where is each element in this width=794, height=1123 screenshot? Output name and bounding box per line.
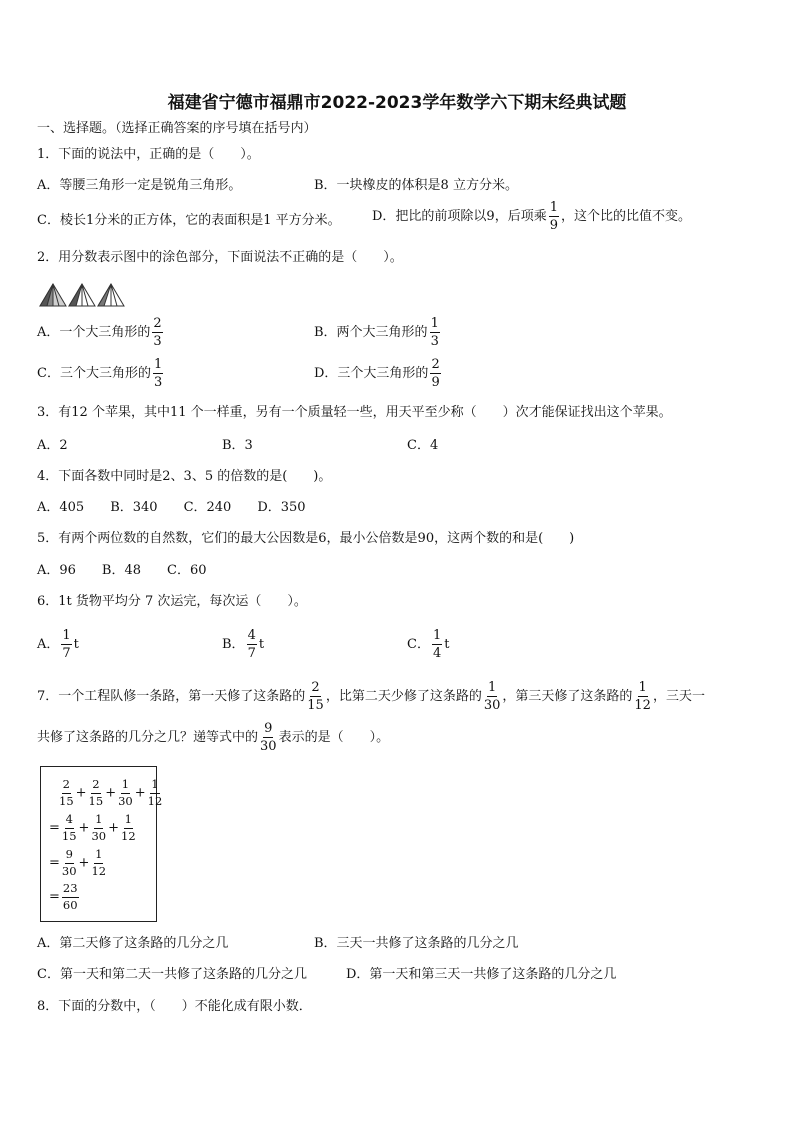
q2-option-c-text: C．三个大三角形的: [37, 366, 151, 381]
denominator: 12: [634, 698, 651, 713]
fraction: [62, 814, 77, 842]
text: ，比第二天少修了这条路的: [325, 689, 482, 704]
numerator: 1: [638, 680, 647, 695]
unit: t: [444, 637, 450, 652]
fraction: [430, 317, 440, 348]
q3-option-c: C．4: [407, 438, 439, 453]
q7-option-a: A．第二天修了这条路的几分之几: [37, 936, 229, 951]
numerator: 4: [247, 628, 256, 643]
denominator: 7: [247, 646, 256, 661]
text: 表示的是（ ）。: [278, 730, 390, 745]
numerator: 1: [94, 814, 103, 829]
shaded-triangles-figure: [38, 282, 128, 308]
q6-option-b: [222, 629, 264, 660]
q5-options: A．96 B．48 C．60: [37, 563, 207, 578]
text: 7．一个工程队修一条路，第一天修了这条路的: [37, 689, 306, 704]
fraction: [91, 814, 106, 842]
calc-row-2: [49, 814, 138, 842]
q2-option-d-text: D．三个大三角形的: [314, 366, 429, 381]
numerator: 2: [431, 357, 440, 372]
q4-options: A．405 B．340 C．240 D．350: [37, 500, 306, 515]
question-3-stem: 3．有12 个苹果，其中11 个一样重，另有一个质量轻一些，用天平至少称（ ）次才能保证找出这个苹果。: [37, 405, 672, 420]
q2-option-a: [37, 317, 165, 348]
q7-option-b: B．三天一共修了这条路的几分之几: [314, 936, 519, 951]
denominator: 9: [431, 375, 440, 390]
numerator: 1: [549, 200, 558, 215]
fraction: [549, 201, 559, 232]
plus-sign: +: [78, 820, 90, 836]
q1-option-d-text: D．把比的前项除以9，后项乘: [372, 209, 547, 224]
denominator: 3: [430, 334, 439, 349]
numerator: 4: [65, 814, 74, 829]
q6-option-b-label: B．: [222, 637, 245, 652]
numerator: 1: [124, 814, 133, 829]
calc-row-4: [49, 883, 81, 911]
q3-option-b: B．3: [222, 438, 253, 453]
plus-sign: +: [75, 785, 87, 801]
plus-sign: +: [108, 820, 119, 836]
denominator: 9: [549, 218, 558, 233]
fraction: [148, 779, 163, 807]
question-6-stem: 6．1t 货物平均分 7 次运完，每次运（ ）。: [37, 594, 307, 609]
q7-option-d: D．第一天和第三天一共修了这条路的几分之几: [346, 967, 617, 982]
question-7-stem-line2: [37, 722, 389, 753]
denominator: 15: [61, 828, 77, 843]
numerator: 2: [91, 779, 100, 794]
numerator: 1: [62, 628, 71, 643]
fraction: [152, 317, 162, 348]
section-heading: 一、选择题。（选择正确答案的序号填在括号内）: [37, 121, 317, 136]
denominator: 12: [121, 828, 136, 843]
numerator: 1: [94, 849, 103, 864]
question-8-stem: 8．下面的分数中，（ ）不能化成有限小数．: [37, 999, 312, 1014]
denominator: 3: [153, 334, 162, 349]
denominator: 30: [260, 739, 277, 754]
step-calculation-box: [40, 766, 163, 922]
numerator: 9: [65, 849, 74, 864]
q6-option-a: [37, 629, 79, 660]
fraction: [62, 849, 77, 877]
fraction: [62, 883, 79, 911]
numerator: 23: [62, 883, 79, 898]
denominator: 30: [61, 863, 77, 878]
q1-option-b: B．一块橡皮的体积是8 立方分米。: [314, 178, 518, 193]
q1-option-c: C．棱长1分米的正方体，它的表面积是1 平方分米。: [37, 213, 341, 228]
denominator: 30: [118, 793, 133, 808]
equals-sign: =: [49, 889, 60, 905]
q2-option-d: [314, 358, 443, 389]
fraction: [89, 779, 104, 807]
q6-option-c: [407, 629, 449, 660]
q1-option-a: A．等腰三角形一定是锐角三角形。: [37, 178, 242, 193]
numerator: 1: [121, 779, 130, 794]
question-5-stem: 5．有两个两位数的自然数，它们的最大公因数是6，最小公倍数是90，这两个数的和是( ): [37, 531, 575, 546]
fraction: [118, 779, 133, 807]
fraction: [430, 358, 440, 389]
question-1-stem: 1．下面的说法中，正确的是（ ）。: [37, 147, 260, 162]
denominator: 15: [307, 698, 324, 713]
fraction: [432, 629, 442, 660]
numerator: 2: [62, 779, 71, 794]
q2-option-c: [37, 358, 165, 389]
denominator: 15: [59, 793, 74, 808]
denominator: 15: [88, 793, 104, 808]
denominator: 4: [432, 646, 442, 661]
question-7-stem-line1: [37, 681, 705, 712]
denominator: 12: [91, 863, 107, 878]
q2-option-b-text: B．两个大三角形的: [314, 325, 428, 340]
text: ，三天一: [652, 689, 705, 704]
fraction: [260, 722, 277, 753]
numerator: 2: [153, 316, 162, 331]
numerator: 9: [264, 721, 273, 736]
fraction: [153, 358, 163, 389]
fraction: [634, 681, 651, 712]
numerator: 1: [150, 779, 159, 794]
numerator: 1: [432, 628, 442, 643]
q7-option-c: C．第一天和第二天一共修了这条路的几分之几: [37, 967, 307, 982]
denominator: 12: [147, 793, 163, 808]
triangle-3: [98, 284, 124, 306]
fraction: [307, 681, 324, 712]
q6-option-c-label: C．: [407, 637, 430, 652]
fraction: [247, 629, 257, 660]
fraction: [121, 814, 136, 842]
numerator: 1: [153, 357, 163, 372]
calc-row-3: [49, 849, 108, 877]
text: 共修了这条路的几分之几？递等式中的: [37, 730, 259, 745]
plus-sign: +: [134, 785, 146, 801]
question-4-stem: 4．下面各数中同时是2、3、5 的倍数的是( )。: [37, 469, 332, 484]
denominator: 30: [483, 698, 501, 713]
denominator: 7: [62, 646, 71, 661]
q6-option-a-label: A．: [37, 637, 60, 652]
equals-sign: =: [49, 820, 60, 836]
triangle-1: [40, 284, 66, 306]
unit: t: [73, 637, 79, 652]
fraction: [91, 849, 106, 877]
denominator: 60: [62, 897, 78, 912]
equals-sign: =: [49, 855, 60, 871]
q1-option-d-tail: ，这个比的比值不变。: [560, 209, 691, 224]
text: ，第三天修了这条路的: [502, 689, 633, 704]
fraction: [59, 779, 74, 807]
question-2-stem: 2．用分数表示图中的涂色部分，下面说法不正确的是（ ）。: [37, 250, 403, 265]
denominator: 3: [153, 375, 163, 390]
denominator: 30: [91, 828, 107, 843]
triangle-2: [69, 284, 95, 306]
page-title: 福建省宁德市福鼎市2022-2023学年数学六下期末经典试题: [167, 93, 627, 113]
calc-row-1: [57, 779, 164, 807]
plus-sign: +: [105, 785, 117, 801]
fraction: [484, 681, 501, 712]
plus-sign: +: [78, 855, 90, 871]
numerator: 1: [487, 680, 497, 695]
q1-option-d: [372, 201, 691, 232]
q3-option-a: A．2: [37, 438, 68, 453]
q2-option-b: [314, 317, 442, 348]
numerator: 2: [311, 680, 320, 695]
unit: t: [258, 637, 265, 652]
q2-option-a-text: A．一个大三角形的: [37, 325, 151, 340]
fraction: [61, 629, 71, 660]
numerator: 1: [430, 316, 439, 331]
